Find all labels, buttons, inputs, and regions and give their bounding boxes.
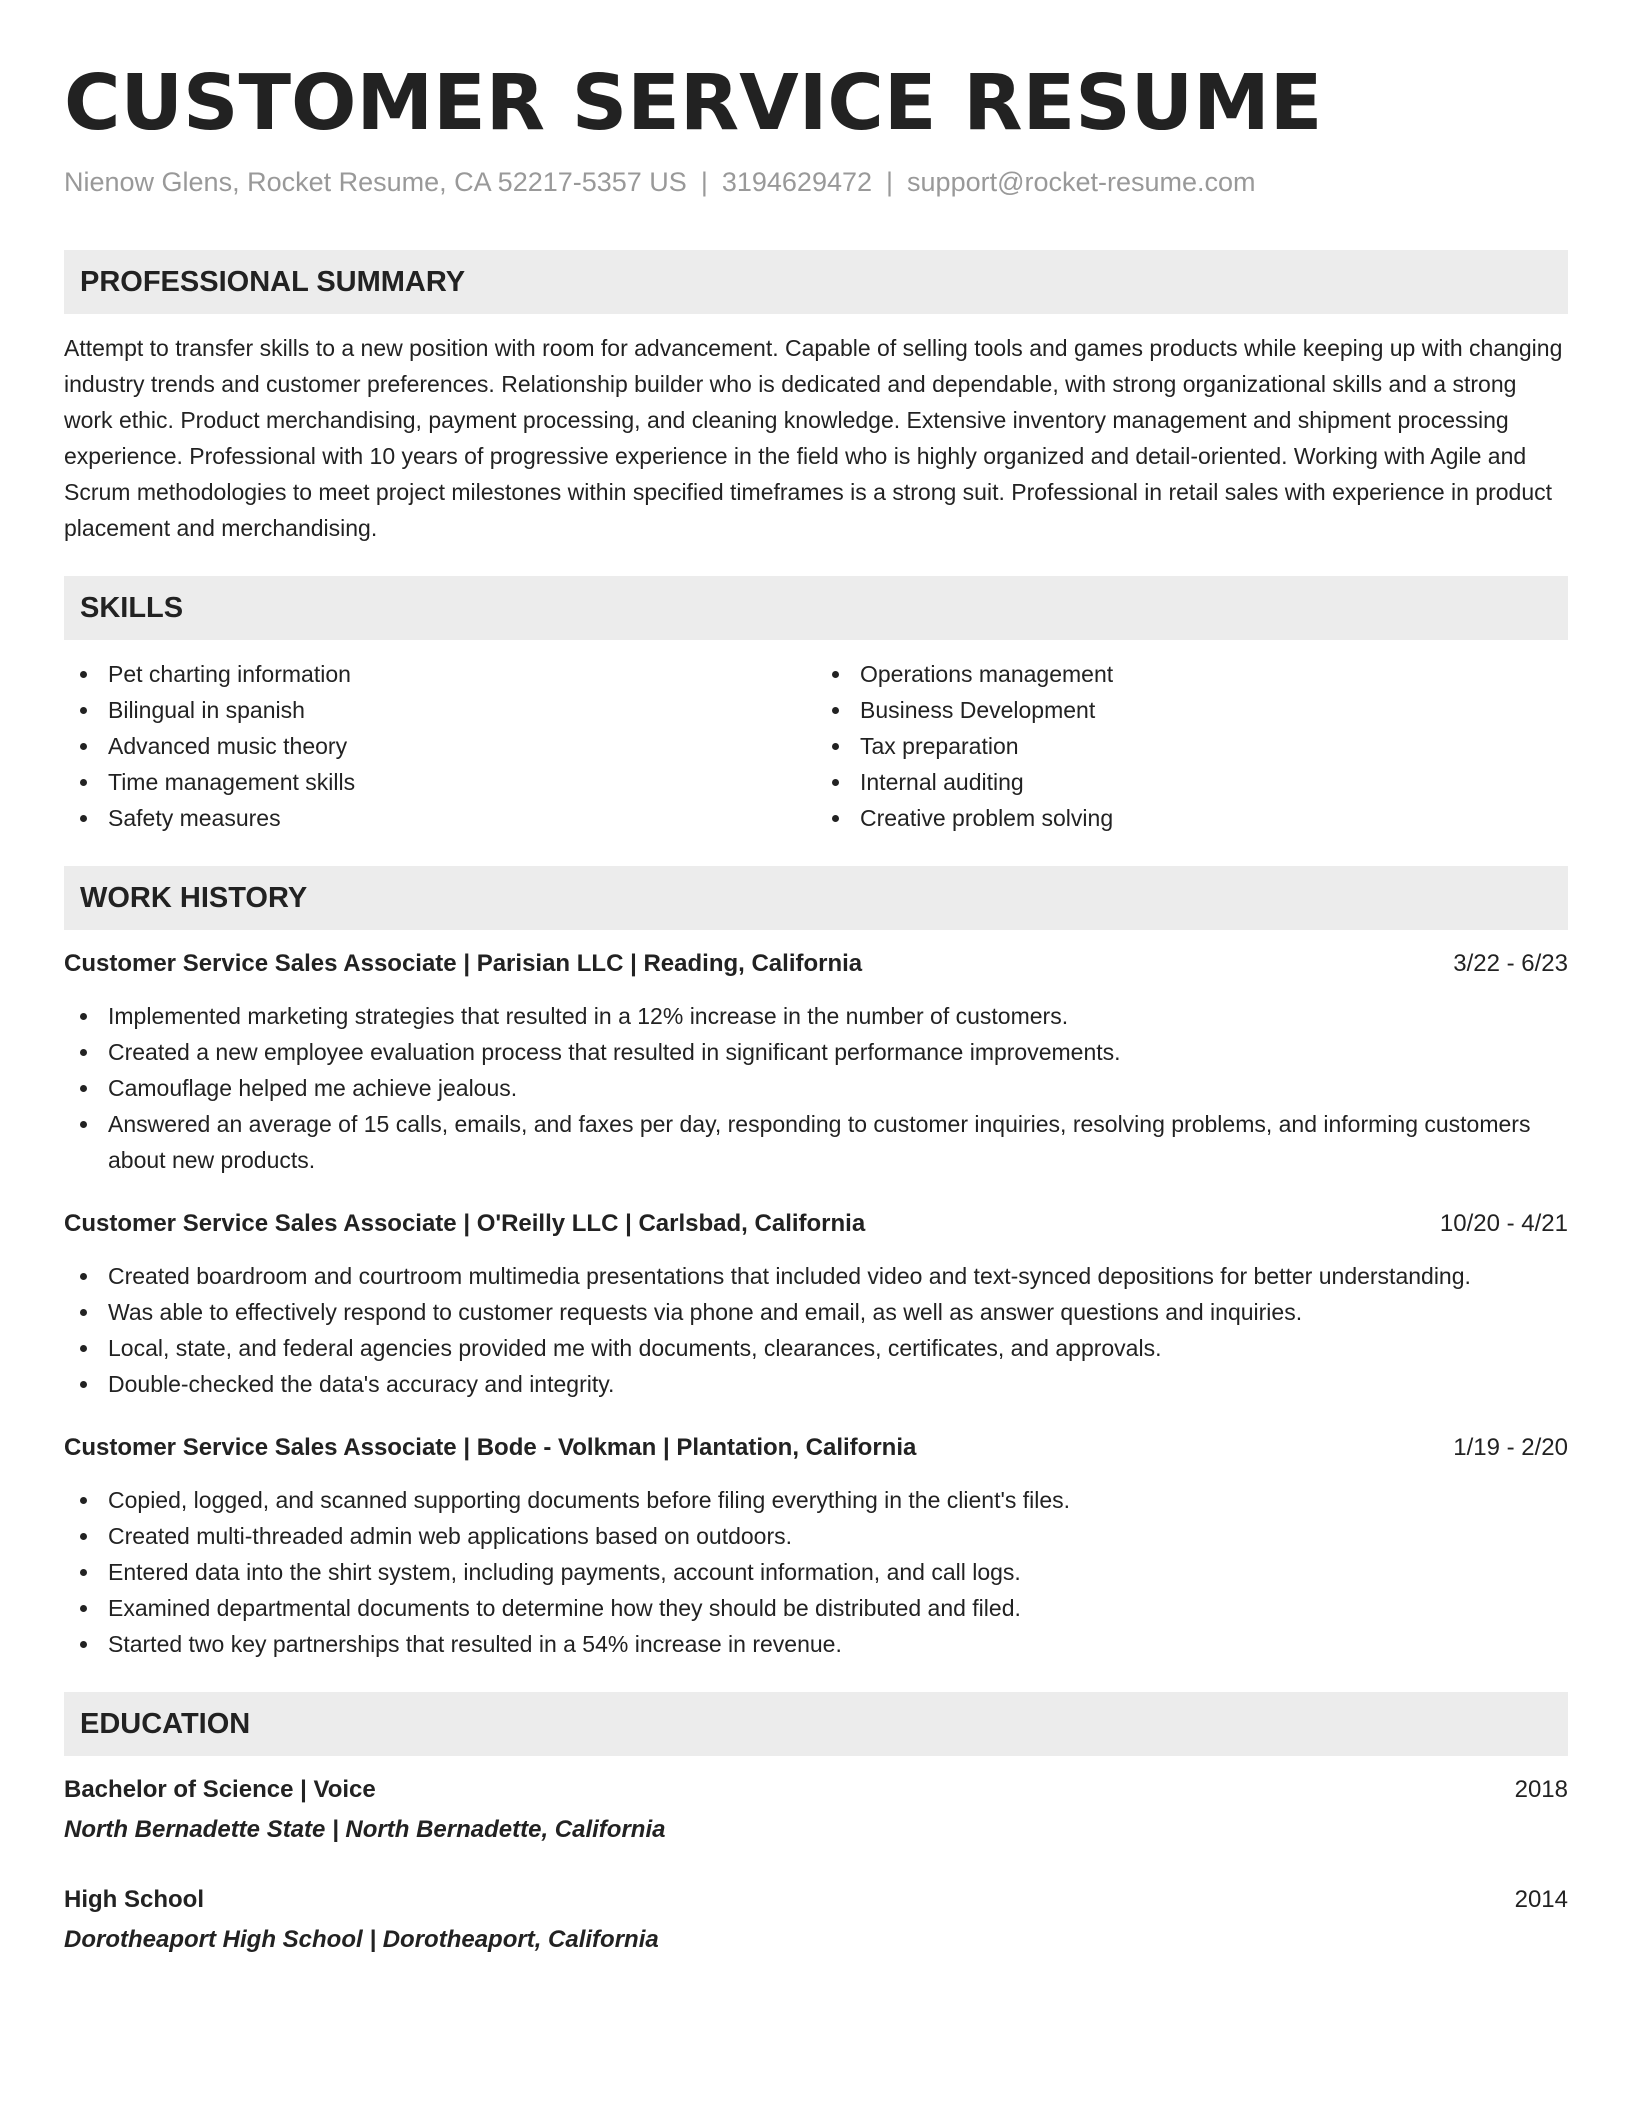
education-year: 2018 [1514,1776,1568,1803]
summary-text: Attempt to transfer skills to a new position with room for advancement. Capable of selling tools and games products while keeping up with changing industry trends and customer preferences. Relationship builder who is dedicated and dependable, with strong organizational skills and a strong work ethic. Product merchandising, payment processing, and cleaning knowledge. Extensive inventory management and shipment processing experience. Professional with 10 years of progressive experience in the field who is highly organized and detail-oriented. Working with Agile and Scrum methodologies to meet project milestones within specified timeframes is a strong suit. Professional in retail sales with experience in product placement and merchandising. [64,335,1563,541]
contact-address: Nienow Glens, Rocket Resume, CA 52217-5357 US [64,167,687,197]
skill-item: Creative problem solving [816,800,1568,836]
skills-column-right [816,656,1568,836]
section-header-skills: SKILLS [64,576,1568,640]
job-bullets [64,1258,1568,1402]
contact-email: support@rocket-resume.com [907,167,1256,197]
skills-list [64,656,1568,836]
job-bullet: Implemented marketing strategies that resulted in a 12% increase in the number of customers. [64,998,1568,1034]
job-bullet: Double-checked the data's accuracy and integrity. [64,1366,1568,1402]
education-degree: Bachelor of Science | Voice [64,1776,376,1803]
job-bullet: Answered an average of 15 calls, emails, and faxes per day, responding to customer inquiries, resolving problems, and informing customers about new products. [64,1106,1568,1178]
job-bullet: Camouflage helped me achieve jealous. [64,1070,1568,1106]
skill-item: Pet charting information [64,656,816,692]
job-bullet: Created boardroom and courtroom multimedia presentations that included video and text-synced depositions for better understanding. [64,1258,1568,1294]
education-entry [64,1772,1568,1848]
job-entry [64,946,1568,1178]
job-bullet: Copied, logged, and scanned supporting documents before filing everything in the client's files. [64,1482,1568,1518]
job-bullet: Created multi-threaded admin web applications based on outdoors. [64,1518,1568,1554]
resume-title: CUSTOMER SERVICE RESUME [64,59,1323,148]
job-title: Customer Service Sales Associate | O'Reilly LLC | Carlsbad, California [64,1210,866,1237]
section-header-work-history: WORK HISTORY [64,866,1568,930]
job-dates: 3/22 - 6/23 [1453,950,1568,977]
job-dates: 1/19 - 2/20 [1453,1434,1568,1461]
education-school: Dorotheaport High School | Dorotheaport, California [64,1926,659,1953]
education-header [64,1882,1568,1918]
job-bullet: Entered data into the shirt system, including payments, account information, and call logs. [64,1554,1568,1590]
contact-line [64,164,1568,200]
education-header [64,1772,1568,1808]
job-header [64,1206,1568,1242]
job-entry [64,1206,1568,1402]
job-bullet: Local, state, and federal agencies provided me with documents, clearances, certificates, and approvals. [64,1330,1568,1366]
skills-column-left [64,656,816,836]
contact-phone: 3194629472 [721,167,873,197]
skill-item: Bilingual in spanish [64,692,816,728]
job-bullet: Examined departmental documents to determine how they should be distributed and filed. [64,1590,1568,1626]
skill-item: Operations management [816,656,1568,692]
job-entry [64,1430,1568,1662]
education-degree: High School [64,1886,204,1913]
education-year: 2014 [1514,1886,1568,1913]
job-header [64,946,1568,982]
section-header-education: EDUCATION [64,1692,1568,1756]
job-bullets [64,998,1568,1178]
section-header-summary: PROFESSIONAL SUMMARY [64,250,1568,314]
skill-item: Tax preparation [816,728,1568,764]
education-school: North Bernadette State | North Bernadette, California [64,1816,666,1843]
job-bullet: Was able to effectively respond to customer requests via phone and email, as well as answer questions and inquiries. [64,1294,1568,1330]
skill-item: Internal auditing [816,764,1568,800]
job-bullet: Started two key partnerships that resulted in a 54% increase in revenue. [64,1626,1568,1662]
job-header [64,1430,1568,1466]
contact-separator: | [700,167,708,197]
education-entry [64,1882,1568,1958]
job-bullet: Created a new employee evaluation process that resulted in significant performance improvements. [64,1034,1568,1070]
skill-item: Time management skills [64,764,816,800]
skill-item: Business Development [816,692,1568,728]
job-title: Customer Service Sales Associate | Parisian LLC | Reading, California [64,950,863,977]
skill-item: Advanced music theory [64,728,816,764]
skill-item: Safety measures [64,800,816,836]
job-dates: 10/20 - 4/21 [1439,1210,1568,1237]
job-bullets [64,1482,1568,1662]
contact-separator: | [886,167,894,197]
job-title: Customer Service Sales Associate | Bode - Volkman | Plantation, California [64,1434,917,1461]
